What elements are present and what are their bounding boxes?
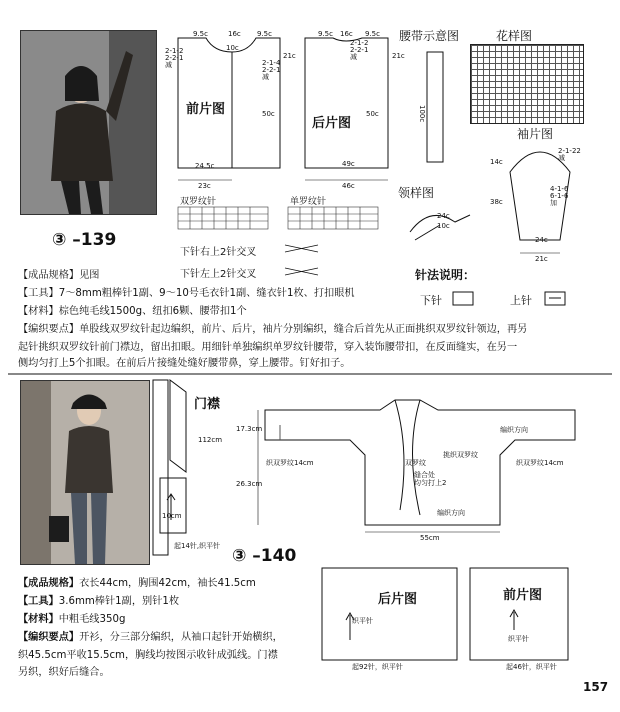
front-height: 50c <box>262 110 275 118</box>
body-height-140: 26.3cm <box>236 480 263 488</box>
pattern-number-140: ③ –140 <box>232 546 297 566</box>
rib-left: 织双罗纹14cm <box>266 459 314 467</box>
collar-label: 领样图 <box>398 186 435 200</box>
front-neck: 10c <box>226 44 239 52</box>
pattern-number-139: ③ –139 <box>52 230 117 250</box>
stitch-pattern-chart <box>470 44 584 124</box>
back-side: 21c <box>392 52 405 60</box>
back-plain-140: 织平针 <box>352 617 373 625</box>
front-left-dec: 2-1-2 2-2-1 减 <box>165 47 184 69</box>
collar-b: 10c <box>437 222 450 230</box>
front-top-a: 9.5c <box>193 30 208 38</box>
collar-note-3: 缝合处 <box>414 471 435 479</box>
tools-140-value: 3.6mm棒针1副，别针1枚 <box>58 596 180 607</box>
front-right-dec: 2-1-4 2-2-1 减 <box>262 59 281 81</box>
sleeve-inc: 4-1-6 6-1-6 加 <box>550 185 569 207</box>
back-top-c: 9.5c <box>365 30 380 38</box>
sleeve-bottom: 21c <box>535 255 548 263</box>
knit-label: 下针 <box>420 294 442 307</box>
points-139-line2: 起针挑织双罗纹针前门襟边，留出扣眼。用细针单独编织单罗纹针腰带，穿入装饰腰带扣，在反面缝实，在另一 <box>18 342 518 353</box>
front-top-c: 9.5c <box>257 30 272 38</box>
spec-140-value: 衣长44cm，胸围42cm，袖长41.5cm <box>79 578 256 589</box>
back-dec: 2-1-2 2-2-1 减 <box>350 39 369 61</box>
front-top-b: 16c <box>228 30 241 38</box>
stitch-title: 针法说明： <box>415 268 476 282</box>
front-piece-140-label: 前片图 <box>503 588 543 603</box>
placket-width: 10cm <box>162 512 182 520</box>
material-140-value: 中粗毛线350g <box>58 614 126 625</box>
front-plain-140: 织平针 <box>508 635 529 643</box>
sleeve-top: 14c <box>490 158 503 166</box>
material-140 <box>18 612 125 628</box>
points-140-line2: 织45.5cm平收15.5cm，胸线均按图示收针成弧线。门襟 <box>18 650 278 661</box>
legend-left-cross: 下针左上2针交叉 <box>180 269 257 280</box>
direction-2: 编织方向 <box>437 509 465 517</box>
sleeve-side: 38c <box>490 198 503 206</box>
collar-note-2: 挑织双罗纹 <box>443 451 478 459</box>
purl-label: 上针 <box>510 294 532 307</box>
points-140-value: 开衫，分三部分编织，从袖口起针开始横织， <box>79 632 283 643</box>
sleeve-cap: 2-1-22 减 <box>558 147 581 162</box>
belt-height: 100c <box>418 105 426 123</box>
spec-139: 【成品规格】见图 <box>18 270 100 281</box>
back-top-b: 16c <box>340 30 353 38</box>
tools-140-title: 【工具】 <box>18 596 59 607</box>
spec-140 <box>18 576 256 592</box>
placket-label: 门襟 <box>194 397 221 412</box>
page-number: 157 <box>583 680 609 694</box>
spec-140-title: 【成品规格】 <box>18 578 80 589</box>
sleeve-label: 袖片图 <box>517 127 554 141</box>
collar-note-4: 均匀打上2 <box>414 479 447 487</box>
single-rib-label: 单罗纹针 <box>290 197 327 207</box>
pattern-label: 花样图 <box>496 29 533 43</box>
double-rib-label: 双罗纹针 <box>180 197 217 207</box>
front-base-140: 起46针，织平针 <box>506 663 557 671</box>
front-piece-label: 前片图 <box>186 102 226 117</box>
placket-base: 起14针,织平针 <box>174 542 221 550</box>
material-140-title: 【材料】 <box>18 614 59 625</box>
back-height: 50c <box>366 110 379 118</box>
back-bottom-in: 49c <box>342 160 355 168</box>
tools-140 <box>18 594 179 610</box>
model-illustration-2 <box>21 381 149 564</box>
rib-right: 织双罗纹14cm <box>516 459 564 467</box>
model-photo-140 <box>20 380 150 565</box>
width-140: 55cm <box>420 534 440 542</box>
points-139-line3: 侧均匀打上5个扣眼。在前后片接缝处缝好腰带鼻，穿上腰带。钉好扣子。 <box>18 358 351 369</box>
tools-139: 【工具】7～8mm粗棒针1副、9～10号毛衣针1副、缝衣针1枚、打扣眼机 <box>18 288 355 299</box>
belt-label: 腰带示意图 <box>399 29 460 43</box>
collar-note-1: 双罗纹 <box>405 459 426 467</box>
points-140-title: 【编织要点】 <box>18 632 80 643</box>
points-140-line1 <box>18 630 283 646</box>
points-140-line3: 另织，织好后缝合。 <box>18 667 110 678</box>
direction-1: 编织方向 <box>500 426 528 434</box>
material-139: 【材料】棕色纯毛线1500g、纽扣6颗、腰带扣1个 <box>18 306 247 317</box>
placket-length: 112cm <box>198 436 223 444</box>
back-piece-140-label: 后片图 <box>378 592 418 607</box>
back-base-140: 起92针，织平针 <box>352 663 403 671</box>
front-side: 21c <box>283 52 296 60</box>
back-bottom: 46c <box>342 182 355 190</box>
front-bottom-in: 24.5c <box>195 162 215 170</box>
back-piece-label: 后片图 <box>312 116 352 131</box>
collar-a: 24c <box>437 212 450 220</box>
points-139-line1: 【编织要点】单股线双罗纹针起边编织，前片、后片，袖片分别编织，缝合后首先从正面挑织双罗纹针领边，再另 <box>18 324 528 335</box>
legend-right-cross: 下针右上2针交叉 <box>180 247 257 258</box>
front-bottom: 23c <box>198 182 211 190</box>
sleeve-bottom-in: 24c <box>535 236 548 244</box>
sleeve-width-140: 17.3cm <box>236 425 263 433</box>
back-top-a: 9.5c <box>318 30 333 38</box>
